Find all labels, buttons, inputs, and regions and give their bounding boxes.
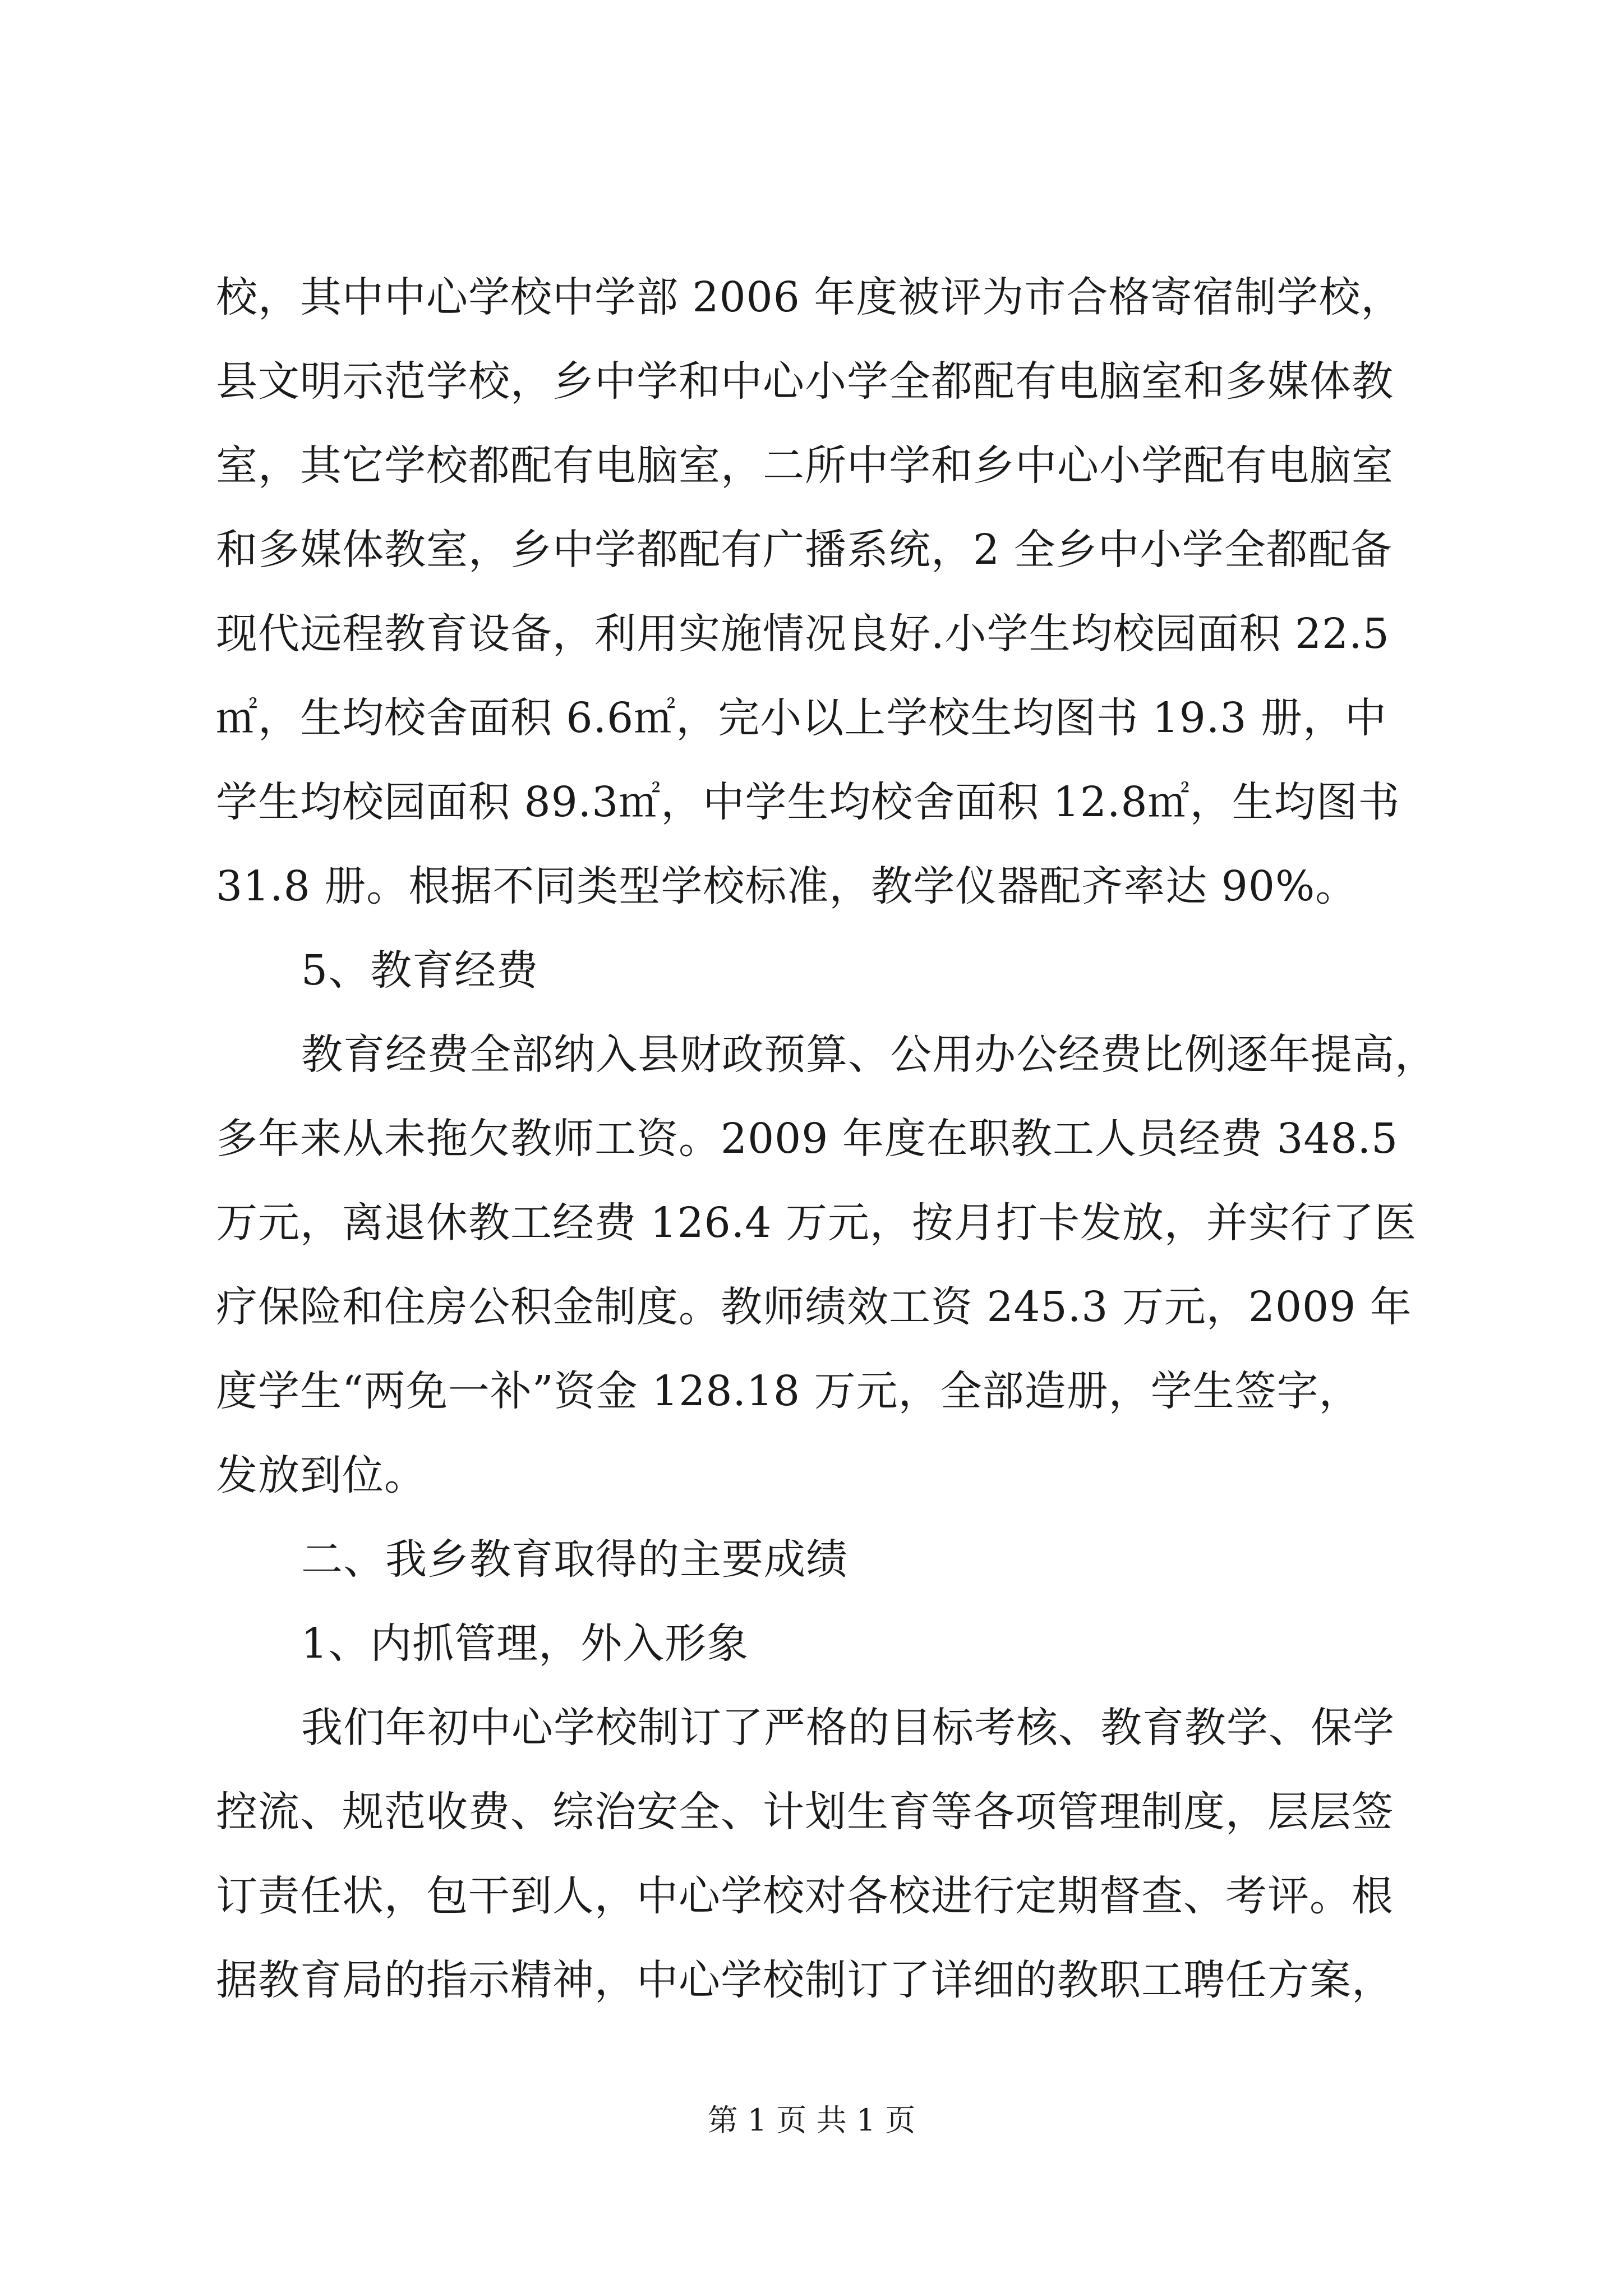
page-footer: 第 1 页 共 1 页 bbox=[707, 2102, 916, 2138]
text-line: 万元，离退休教工经费 126.4 万元，按月打卡发放，并实行了医 bbox=[216, 1199, 1417, 1247]
text-line: 疗保险和住房公积金制度。教师绩效工资 245.3 万元，2009 年 bbox=[216, 1283, 1412, 1331]
text-line: 教育经费全部纳入县财政预算、公用办公经费比例逐年提高， bbox=[301, 1030, 1437, 1079]
section-heading: 二、我乡教育取得的主要成绩 bbox=[301, 1535, 848, 1584]
section-heading: 1、内抓管理，外入形象 bbox=[301, 1619, 749, 1668]
text-line: 现代远程教育设备，利用实施情况良好.小学生均校园面积 22.5 bbox=[216, 610, 1390, 658]
text-line: 控流、规范收费、综治安全、计划生育等各项管理制度，层层签 bbox=[216, 1788, 1394, 1836]
text-line: 31.8 册。根据不同类型学校标准，教学仪器配齐率达 90%。 bbox=[216, 862, 1358, 910]
text-line: 室，其它学校都配有电脑室，二所中学和乡中心小学配有电脑室 bbox=[216, 441, 1394, 490]
text-line: 据教育局的指示精神，中心学校制订了详细的教职工聘任方案， bbox=[216, 1956, 1394, 2004]
text-line: 我们年初中心学校制订了严格的目标考核、教育教学、保学 bbox=[301, 1704, 1395, 1752]
text-line: 县文明示范学校，乡中学和中心小学全都配有电脑室和多媒体教 bbox=[216, 357, 1394, 406]
text-line: 订责任状，包干到人，中心学校对各校进行定期督查、考评。根 bbox=[216, 1872, 1394, 1920]
text-line: 发放到位。 bbox=[216, 1451, 426, 1499]
text-line: 度学生“两免一补”资金 128.18 万元，全部造册，学生签字， bbox=[216, 1367, 1361, 1415]
text-line: 多年来从未拖欠教师工资。2009 年度在职教工人员经费 348.5 bbox=[216, 1115, 1399, 1163]
text-line: ㎡，生均校舍面积 6.6㎡，完小以上学校生均图书 19.3 册，中 bbox=[216, 694, 1387, 742]
section-heading: 5、教育经费 bbox=[301, 946, 539, 995]
text-line: 校，其中中心学校中学部 2006 年度被评为市合格寄宿制学校， bbox=[216, 273, 1403, 321]
text-line: 学生均校园面积 89.3㎡，中学生均校舍面积 12.8㎡，生均图书 bbox=[216, 778, 1400, 826]
text-line: 和多媒体教室，乡中学都配有广播系统，2 全乡中小学全都配备 bbox=[216, 526, 1393, 574]
